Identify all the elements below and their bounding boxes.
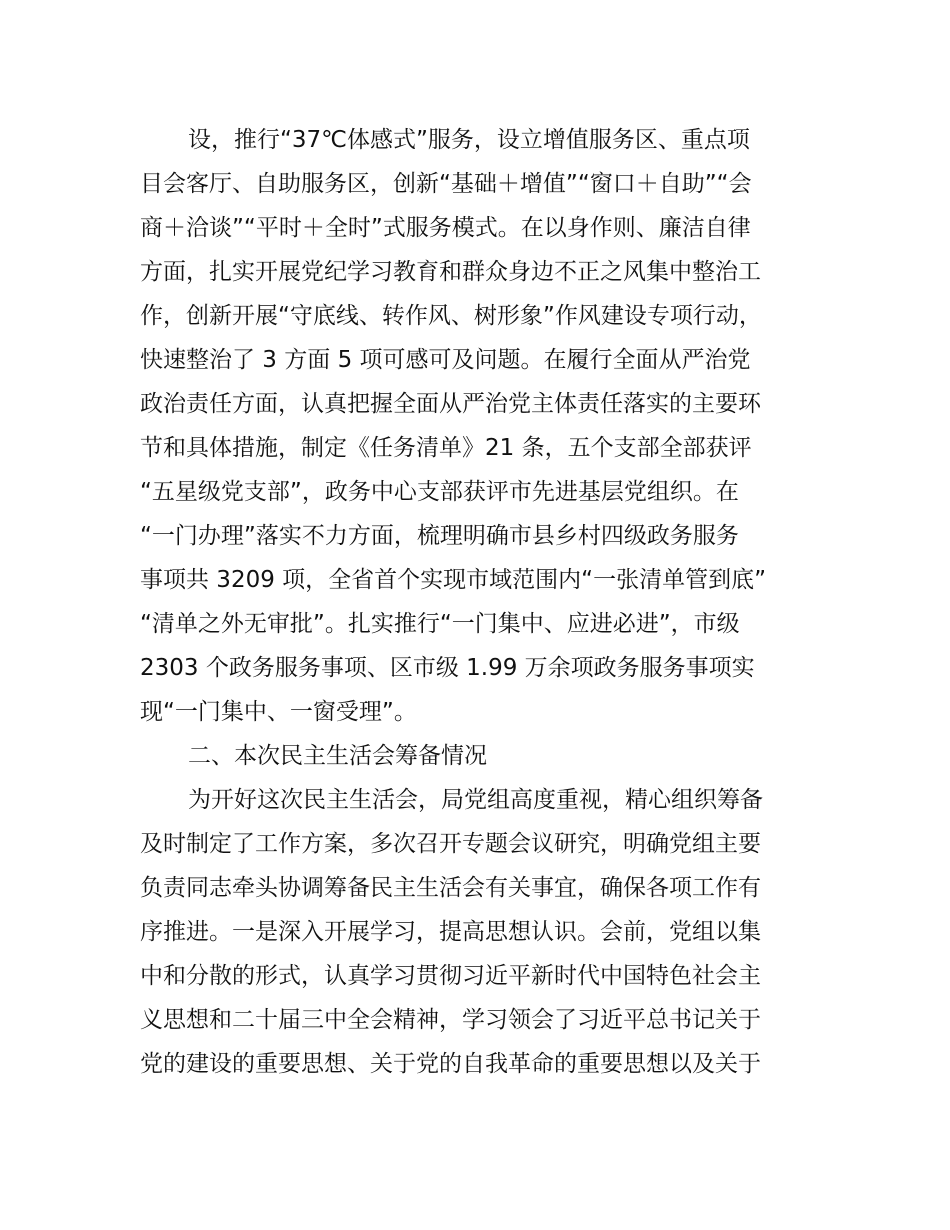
body-line: 党的建设的重要思想、关于党的自我革命的重要思想以及关于	[140, 1051, 761, 1077]
body-line: 2303 个政务服务事项、区市级 1.99 万余项政务服务事项实	[140, 655, 755, 681]
section-heading: 二、本次民主生活会筹备情况	[188, 743, 487, 769]
body-line: 目会客厅、自助服务区，创新“基础＋增值”“窗口＋自助”“会	[140, 171, 752, 197]
body-line: 设，推行“37℃体感式”服务，设立增值服务区、重点项	[188, 127, 750, 153]
body-line: “清单之外无审批”。扎实推行“一门集中、应进必进”，市级	[140, 611, 740, 637]
body-line: 负责同志牵头协调筹备民主生活会有关事宜，确保各项工作有	[140, 875, 761, 901]
body-line: 作，创新开展“守底线、转作风、树形象”作风建设专项行动，	[140, 303, 762, 329]
body-line: 现“一门集中、一窗受理”。	[140, 699, 417, 725]
body-line: “五星级党支部”，政务中心支部获评市先进基层党组织。在	[140, 479, 739, 505]
body-line: 序推进。一是深入开展学习，提高思想认识。会前，党组以集	[140, 919, 761, 945]
body-line: 为开好这次民主生活会，局党组高度重视，精心组织筹备	[188, 787, 763, 813]
body-line: 义思想和二十届三中全会精神，学习领会了习近平总书记关于	[140, 1007, 761, 1033]
body-line: 中和分散的形式，认真学习贯彻习近平新时代中国特色社会主	[140, 963, 761, 989]
body-line: 方面，扎实开展党纪学习教育和群众身边不正之风集中整治工	[140, 259, 761, 285]
body-line: 快速整治了 3 方面 5 项可感可及问题。在履行全面从严治党	[140, 347, 751, 373]
body-line: 商＋洽谈”“平时＋全时”式服务模式。在以身作则、廉洁自律	[140, 215, 751, 241]
body-line: 及时制定了工作方案，多次召开专题会议研究，明确党组主要	[140, 831, 761, 857]
document-body	[140, 118, 840, 1086]
body-line: 事项共 3209 项，全省首个实现市域范围内“一张清单管到底”	[140, 567, 766, 593]
body-line: “一门办理”落实不力方面，梳理明确市县乡村四级政务服务	[140, 523, 739, 549]
body-line: 政治责任方面，认真把握全面从严治党主体责任落实的主要环	[140, 391, 761, 417]
body-line: 节和具体措施，制定《任务清单》21 条，五个支部全部获评	[140, 435, 752, 461]
